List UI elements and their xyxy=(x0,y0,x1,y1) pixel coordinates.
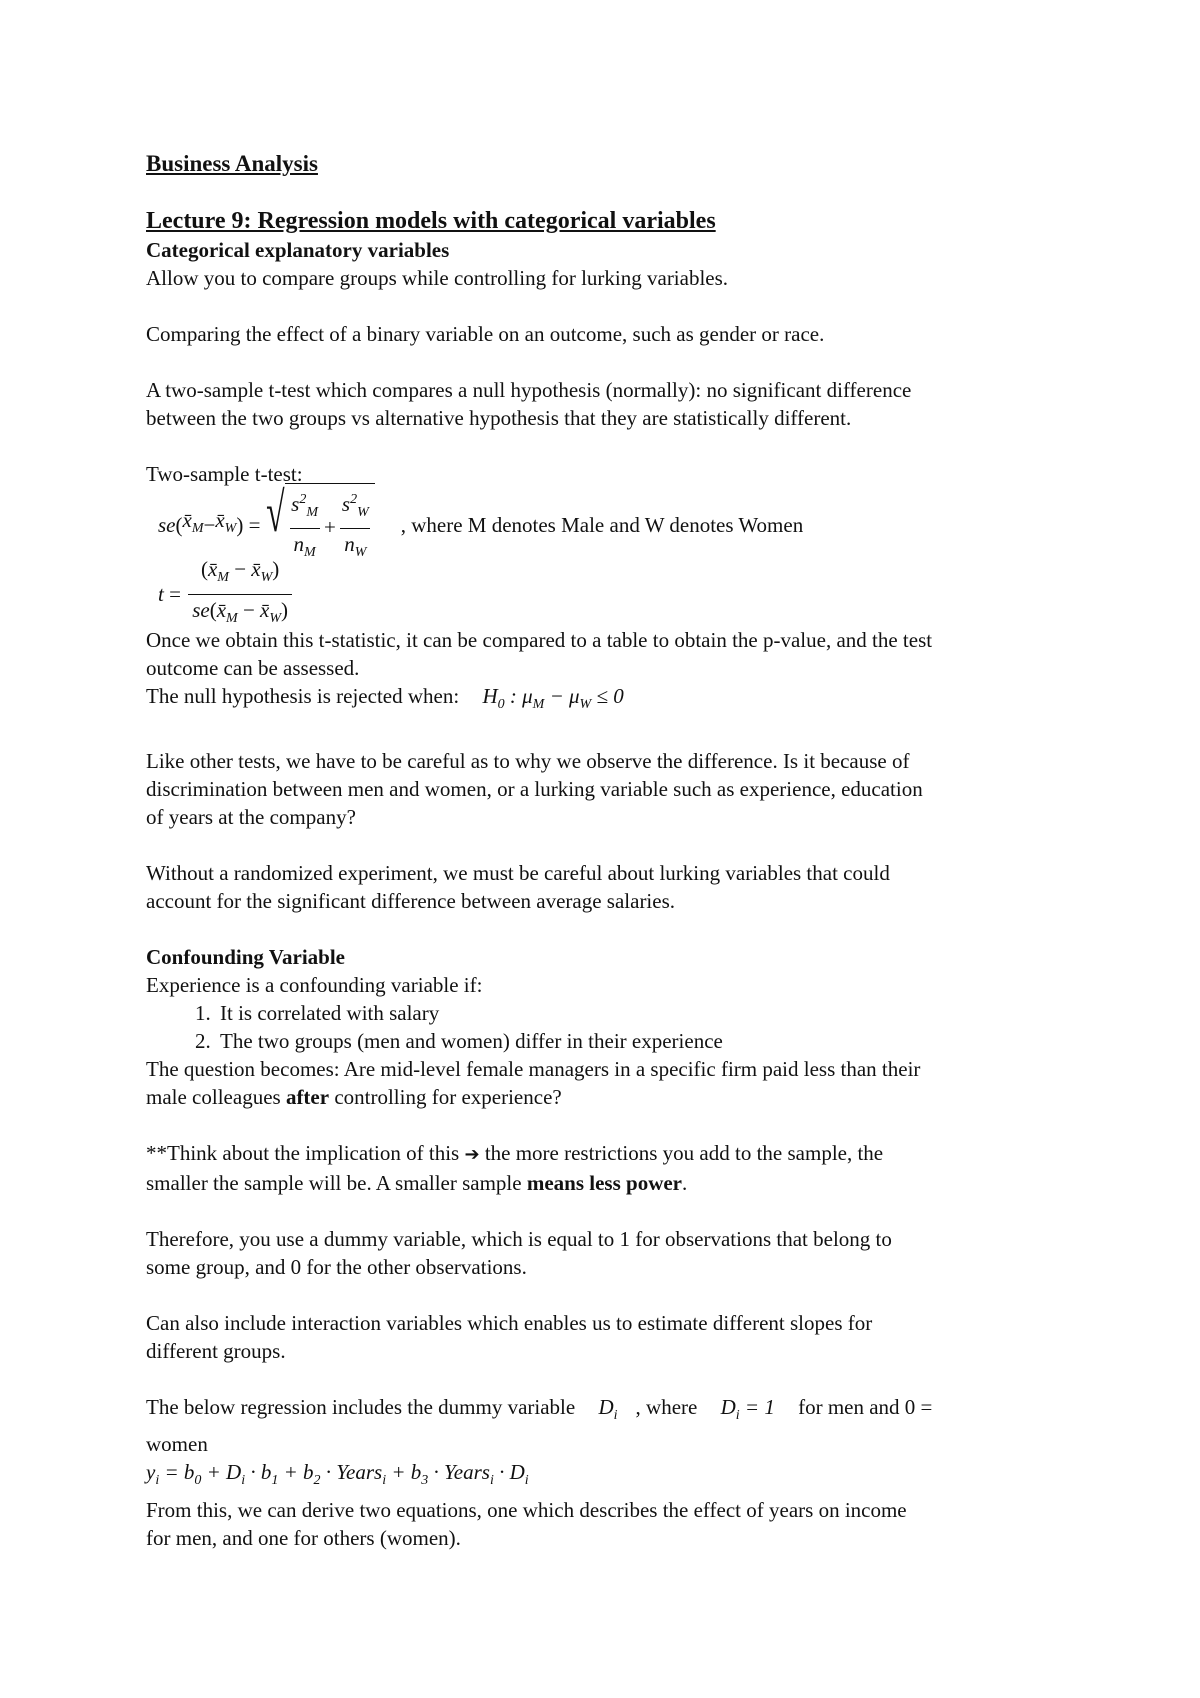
paragraph: different groups. xyxy=(146,1339,286,1364)
regression-equation: $y_i = b_0 + D_i \cdot b_1 + b_2$ · Years$_i$ + $b_3$ · Years$_i$ · $D_i$ xyxy=(146,1460,529,1489)
paragraph: male colleagues after controlling for experience? xyxy=(146,1085,562,1110)
equation-condition: , where M denotes Male and W denotes Women xyxy=(400,513,804,537)
list-item: 1. It is correlated with salary xyxy=(216,999,1076,1027)
paragraph: Comparing the effect of a binary variable on an outcome, such as gender or race. xyxy=(146,322,825,346)
paragraph: **Think about the implication of this ➔ the more restrictions you add to the sample, the xyxy=(146,1141,884,1166)
paragraph: of years at the company? xyxy=(146,805,356,830)
numbered-list xyxy=(146,999,1076,1055)
paragraph: The below regression includes the dummy variable $D_i$ , where $D_i = 1$ for men and 0 = xyxy=(146,1395,933,1424)
section-heading-confounding: Confounding Variable xyxy=(146,945,345,970)
paragraph: women xyxy=(146,1432,208,1457)
paragraph: Can also include interaction variables which enables us to estimate different slopes for xyxy=(146,1311,873,1336)
paragraph: smaller the sample will be. A smaller sample means less power. xyxy=(146,1171,688,1196)
paragraph: Without a randomized experiment, we must be careful about lurking variables that could xyxy=(146,861,890,886)
dummy-variable-value: $D_i = 1$ xyxy=(720,1395,775,1424)
paragraph: discrimination between men and women, or a lurking variable such as experience, education xyxy=(146,777,923,802)
standard-error-equation: se ( $x̄_M$ − $x̄_W$ ) = √ $\frac{s^2_M}{n_M}$ + $\frac{s^2_W}{n_W}$ , where M denotes Male and W denotes Women xyxy=(158,488,1076,562)
t-statistic-equation: t = $\frac{(x̄_M - x̄_W)}{se(x̄_M - x̄_W)}$ xyxy=(158,562,1076,626)
document-title: Business Analysis xyxy=(146,151,318,176)
paragraph: outcome can be assessed. xyxy=(146,656,360,680)
paragraph: Experience is a confounding variable if: xyxy=(146,973,483,998)
lecture-heading: Lecture 9: Regression models with categorical variables xyxy=(146,208,716,234)
paragraph: Allow you to compare groups while controlling for lurking variables. xyxy=(146,266,729,290)
paragraph: The null hypothesis is rejected when: $H_0$ : $\mu_M - \mu_W \le 0$ xyxy=(146,684,624,713)
paragraph: account for the significant difference between average salaries. xyxy=(146,889,676,914)
paragraph: Once we obtain this t-statistic, it can be compared to a table to obtain the p-value, and the test xyxy=(146,628,933,652)
right-arrow-icon: ➔ xyxy=(464,1144,480,1166)
paragraph: some group, and 0 for the other observations. xyxy=(146,1255,527,1280)
paragraph: From this, we can derive two equations, one which describes the effect of years on income xyxy=(146,1497,907,1522)
paragraph: Therefore, you use a dummy variable, which is equal to 1 for observations that belong to xyxy=(146,1227,892,1252)
list-item: 2. The two groups (men and women) differ in their experience xyxy=(216,1027,1076,1055)
paragraph: Like other tests, we have to be careful as to why we observe the difference. Is it because of xyxy=(146,749,910,774)
paragraph: between the two groups vs alternative hypothesis that they are statistically different. xyxy=(146,406,852,430)
paragraph: The question becomes: Are mid-level female managers in a specific firm paid less than their xyxy=(146,1057,921,1082)
section-heading-categorical: Categorical explanatory variables xyxy=(146,238,450,262)
paragraph: for men, and one for others (women). xyxy=(146,1525,461,1550)
dummy-variable-symbol: $D_i$ xyxy=(598,1395,618,1424)
document-body xyxy=(146,150,1076,1552)
paragraph: A two-sample t-test which compares a null hypothesis (normally): no significant difference xyxy=(146,378,912,402)
paragraph: Two-sample t-test: xyxy=(146,462,303,486)
null-hypothesis-equation: $H_0$ : $\mu_M - \mu_W \le 0$ xyxy=(482,684,624,713)
